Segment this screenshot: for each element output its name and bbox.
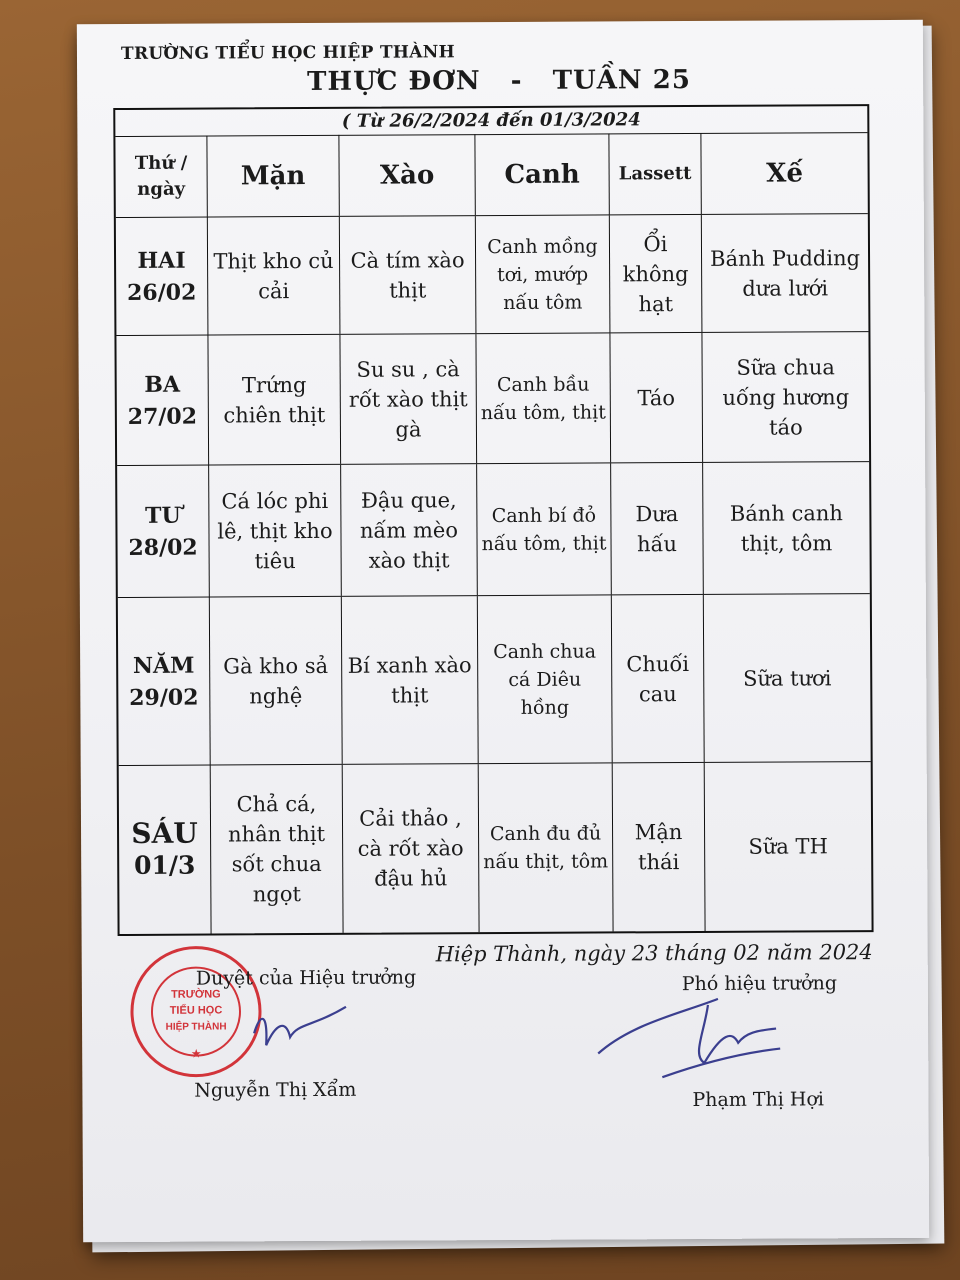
xe-cell: Bánh Pudding dưa lưới bbox=[710, 245, 861, 301]
day-cell bbox=[116, 336, 209, 465]
day-date: 27/02 bbox=[127, 403, 198, 430]
table-row bbox=[119, 762, 872, 934]
svg-text:HIỆP THÀNH: HIỆP THÀNH bbox=[165, 1021, 227, 1033]
fruit-cell: Táo bbox=[610, 333, 703, 462]
school-name: TRƯỜNG TIỂU HỌC HIỆP THÀNH bbox=[120, 42, 456, 64]
day-name: TƯ bbox=[145, 502, 181, 529]
vice-principal-signature bbox=[592, 993, 782, 1084]
xe-cell: Sữa tươi bbox=[742, 665, 832, 691]
day-date: 01/3 bbox=[133, 850, 196, 880]
menu-table bbox=[113, 104, 873, 936]
col-header-xao: Xào bbox=[339, 134, 475, 216]
xao-cell: Cải thảo , cà rốt xào đậu hủ bbox=[343, 764, 480, 933]
xao-cell: Bí xanh xào thịt bbox=[342, 596, 479, 764]
day-date: 29/02 bbox=[129, 684, 199, 711]
approver-title: Duyệt của Hiệu trưởng bbox=[195, 966, 417, 990]
principal-signature bbox=[242, 993, 352, 1064]
canh-cell: Canh chua cá Diêu hồng bbox=[478, 595, 613, 763]
place-date: Hiệp Thành, ngày 23 tháng 02 năm 2024 bbox=[435, 940, 873, 967]
col-header-canh: Canh bbox=[475, 133, 609, 215]
day-name: SÁU bbox=[131, 816, 198, 850]
table-header-row bbox=[115, 132, 867, 218]
day-cell bbox=[117, 466, 210, 597]
day-name: NĂM bbox=[132, 652, 195, 679]
fruit-cell: Mận thái bbox=[613, 763, 706, 931]
man-cell: Gà kho sả nghệ bbox=[210, 597, 343, 765]
menu-title: THỰC ĐƠN - TUẦN 25 bbox=[307, 65, 691, 98]
fruit-cell: Dưa hấu bbox=[611, 463, 704, 594]
day-name: BA bbox=[144, 371, 181, 398]
xe-cell: Sữa chua uống hương táo bbox=[722, 354, 850, 440]
svg-text:TRƯỜNG: TRƯỜNG bbox=[171, 988, 221, 1001]
table-row bbox=[118, 594, 871, 766]
canh-cell: Canh đu đủ nấu thịt, tôm bbox=[479, 763, 614, 932]
date-range: ( Từ 26/2/2024 đến 01/3/2024 bbox=[115, 106, 867, 137]
day-date: 28/02 bbox=[128, 534, 198, 561]
svg-text:★: ★ bbox=[190, 1046, 202, 1061]
man-cell: Thịt kho củ cải bbox=[208, 217, 341, 335]
day-cell bbox=[119, 766, 212, 934]
canh-cell: Canh bầu nấu tôm, thịt bbox=[476, 333, 611, 463]
xao-cell: Su su , cà rốt xào thịt gà bbox=[340, 334, 477, 464]
col-header-day: Thứ / ngày bbox=[115, 136, 207, 217]
table-row bbox=[116, 214, 869, 336]
fruit-cell: Ổi không hạt bbox=[610, 215, 703, 332]
day-cell bbox=[116, 218, 209, 335]
menu-sheet bbox=[77, 20, 929, 1242]
table-row bbox=[116, 332, 869, 466]
principal-name: Nguyễn Thị Xẩm bbox=[194, 1078, 357, 1102]
table-row bbox=[117, 462, 870, 598]
col-header-xe: Xế bbox=[766, 157, 804, 189]
col-header-man: Mặn bbox=[207, 135, 339, 217]
svg-text:TIỂU HỌC: TIỂU HỌC bbox=[169, 1004, 223, 1017]
vice-principal-name: Phạm Thị Hợi bbox=[692, 1088, 825, 1112]
xao-cell: Cà tím xào thịt bbox=[340, 216, 477, 334]
man-cell: Chả cá, nhân thịt sốt chua ngọt bbox=[211, 765, 344, 934]
day-name: HAI bbox=[137, 247, 186, 274]
xe-cell: Bánh canh thịt, tôm bbox=[729, 500, 843, 556]
day-cell bbox=[118, 598, 211, 765]
man-cell: Trứng chiên thịt bbox=[208, 335, 341, 465]
canh-cell: Canh bí đỏ nấu tôm, thịt bbox=[477, 463, 612, 595]
day-date: 26/02 bbox=[127, 279, 197, 306]
man-cell: Cá lóc phi lê, thịt kho tiêu bbox=[209, 465, 342, 597]
xao-cell: Đậu que, nấm mèo xào thịt bbox=[341, 464, 478, 596]
vice-principal-title: Phó hiệu trưởng bbox=[681, 972, 838, 996]
canh-cell: Canh mồng tơi, mướp nấu tôm bbox=[476, 215, 611, 333]
fruit-cell: Chuối cau bbox=[612, 595, 705, 762]
col-header-fruit: Lassett bbox=[609, 133, 701, 214]
xe-cell: Sữa TH bbox=[748, 834, 828, 859]
